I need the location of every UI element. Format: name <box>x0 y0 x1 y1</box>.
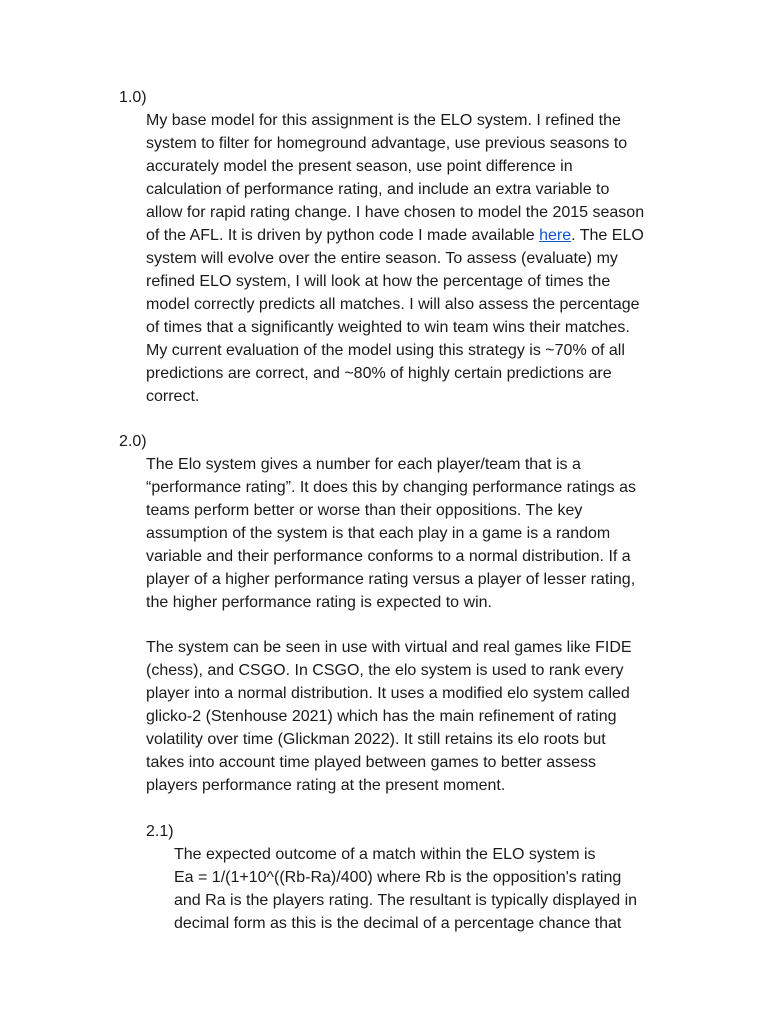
text-line: My current evaluation of the model using this strategy is ~70% of all <box>146 342 625 359</box>
section-2-1-body <box>174 843 674 935</box>
text-line: system will evolve over the entire season. To assess (evaluate) my <box>146 250 618 267</box>
text-line: allow for rapid rating change. I have chosen to model the 2015 season <box>146 204 645 221</box>
text-line: player of a higher performance rating versus a player of lesser rating, <box>146 571 636 588</box>
text-line: takes into account time played between games to better assess <box>146 754 597 771</box>
text-line: correct. <box>146 388 200 405</box>
text-line: teams perform better or worse than their oppositions. The key <box>146 502 583 519</box>
here-link[interactable]: here <box>539 227 572 244</box>
section-2-heading: 2.0) <box>119 433 147 450</box>
text-line: The Elo system gives a number for each player/team that is a <box>146 456 581 473</box>
text-line: system to filter for homeground advantage, use previous seasons to <box>146 135 628 152</box>
text-line: The system can be seen in use with virtual and real games like FIDE <box>146 639 632 656</box>
text-line: players performance rating at the present moment. <box>146 777 506 794</box>
text-line: and Ra is the players rating. The resultant is typically displayed in <box>174 892 638 909</box>
section-1-body <box>146 109 686 408</box>
text-line: the higher performance rating is expected to win. <box>146 594 492 611</box>
text-line: glicko-2 (Stenhouse 2021) which has the main refinement of rating <box>146 708 617 725</box>
text-line: Ea = 1/(1+10^((Rb-Ra)/400) where Rb is the opposition's rating <box>174 869 622 886</box>
text-line: volatility over time (Glickman 2022). It still retains its elo roots but <box>146 731 606 748</box>
text-line: of times that a significantly weighted to win team wins their matches. <box>146 319 630 336</box>
link-line-before: of the AFL. It is driven by python code I made available <box>146 227 540 244</box>
text-line: (chess), and CSGO. In CSGO, the elo system is used to rank every <box>146 662 624 679</box>
text-line: My base model for this assignment is the ELO system. I refined the <box>146 112 621 129</box>
section-2-paragraph-2 <box>146 636 686 797</box>
text-line: model correctly predicts all matches. I will also assess the percentage <box>146 296 640 313</box>
text-line: decimal form as this is the decimal of a percentage chance that <box>174 915 622 932</box>
text-line: predictions are correct, and ~80% of highly certain predictions are <box>146 365 612 382</box>
text-line: assumption of the system is that each play in a game is a random <box>146 525 611 542</box>
section-2-1-heading: 2.1) <box>146 823 174 840</box>
text-line: variable and their performance conforms to a normal distribution. If a <box>146 548 631 565</box>
text-line: player into a normal distribution. It uses a modified elo system called <box>146 685 630 702</box>
text-line: “performance rating”. It does this by changing performance ratings as <box>146 479 637 496</box>
section-2-paragraph-1 <box>146 453 686 614</box>
text-line: The expected outcome of a match within the ELO system is <box>174 846 596 863</box>
text-line: accurately model the present season, use point difference in <box>146 158 573 175</box>
link-line-after: . The ELO <box>571 227 644 244</box>
text-line: calculation of performance rating, and include an extra variable to <box>146 181 610 198</box>
section-1-heading: 1.0) <box>119 89 147 106</box>
text-line-with-link <box>146 224 686 247</box>
text-line: refined ELO system, I will look at how the percentage of times the <box>146 273 611 290</box>
